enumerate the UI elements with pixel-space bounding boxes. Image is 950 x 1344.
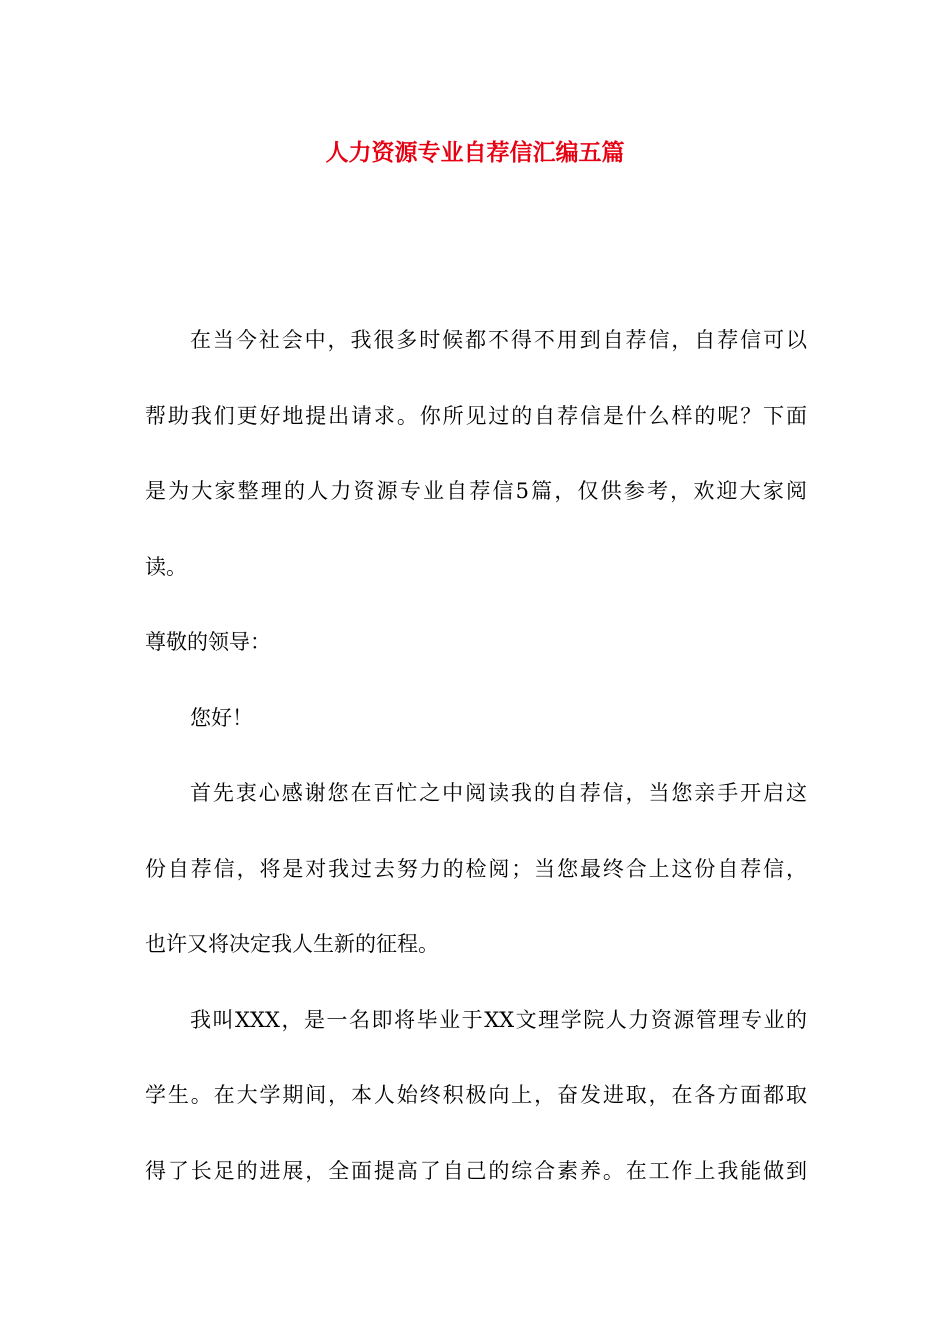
document-body (145, 303, 807, 1209)
text-line: 首先衷心感谢您在百忙之中阅读我的自荐信，当您亲手开启这 (190, 781, 807, 805)
text-line: 尊敬的领导： (145, 630, 271, 654)
text-line: 在当今社会中，我很多时候都不得不用到自荐信，自荐信可以 (190, 328, 807, 352)
paragraph-introduction (145, 983, 807, 1210)
paragraph-thanks (145, 756, 807, 983)
text-line: 帮助我们更好地提出请求。你所见过的自荐信是什么样的呢？下面 (145, 403, 807, 428)
text-line: 我叫XXX，是一名即将毕业于XX文理学院人力资源管理专业的 (190, 1007, 807, 1032)
text-line: 读。 (145, 554, 187, 579)
text-line: 是为大家整理的人力资源专业自荐信5篇，仅供参考，欢迎大家阅 (145, 479, 807, 503)
text-line: 您好！ (190, 705, 253, 730)
paragraph-salutation (145, 605, 807, 681)
text-line: 也许又将决定我人生新的征程。 (145, 932, 439, 956)
text-line: 学生。在大学期间，本人始终积极向上，奋发进取，在各方面都取 (145, 1083, 807, 1107)
text-line: 份自荐信，将是对我过去努力的检阅；当您最终合上这份自荐信， (145, 856, 807, 881)
document-title: 人力资源专业自荐信汇编五篇 (325, 139, 625, 166)
text-line: 得了长足的进展，全面提高了自己的综合素养。在工作上我能做到 (145, 1158, 807, 1183)
paragraph-intro (145, 303, 807, 605)
paragraph-greeting (145, 681, 807, 757)
